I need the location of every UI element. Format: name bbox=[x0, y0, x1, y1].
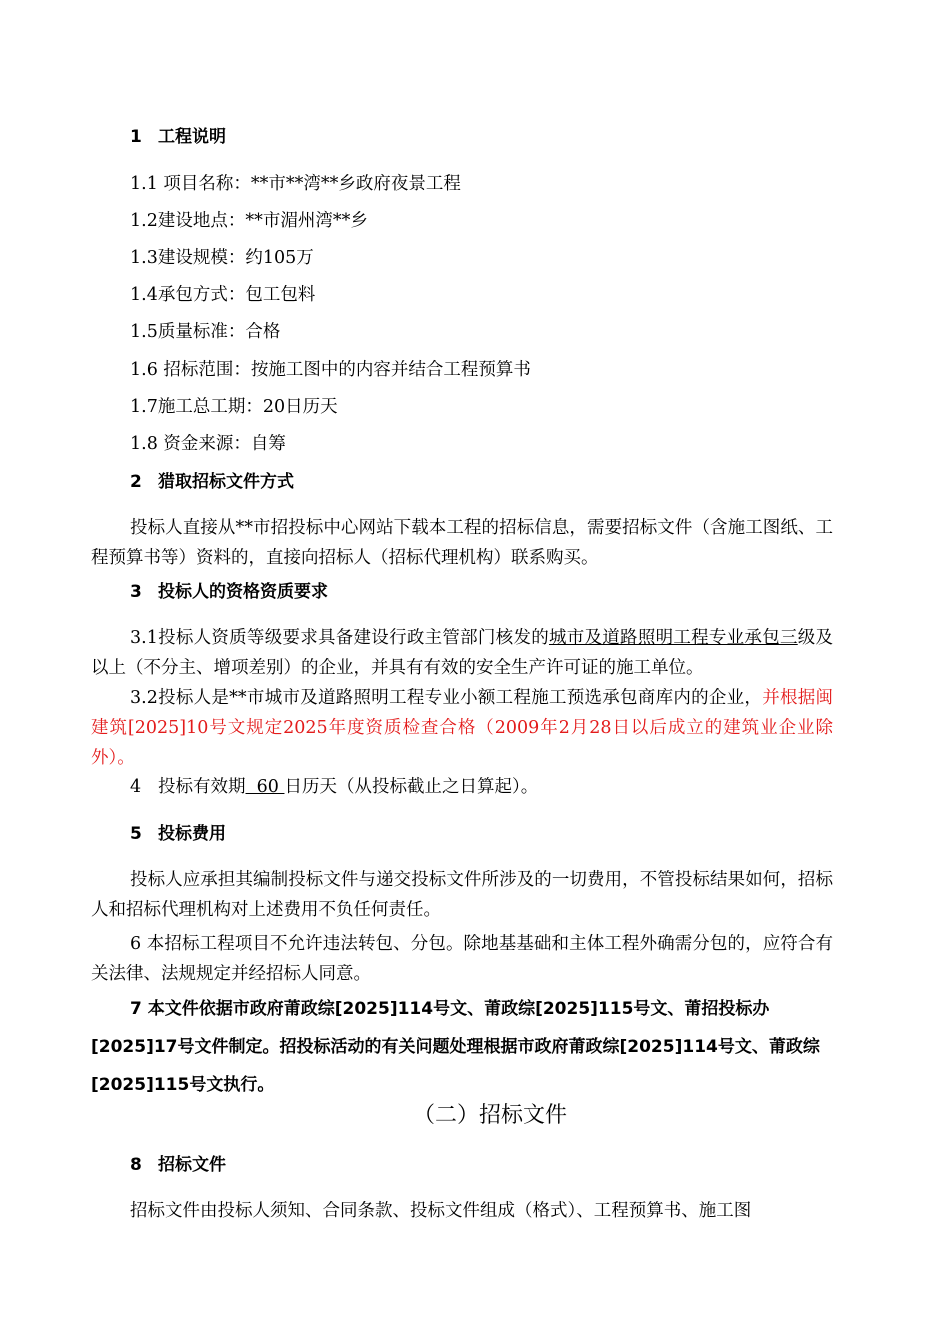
section-3-title: 投标人的资格资质要求 bbox=[158, 582, 328, 602]
section-4-text-a: 投标有效期 bbox=[158, 777, 246, 797]
section-3-2-text-a: 3.2投标人是**市城市及道路照明工程专业小额工程施工预选承包商库内的企业， bbox=[130, 688, 763, 708]
section-5-title: 投标费用 bbox=[158, 824, 226, 844]
item-1-5: 1.5质量标准：合格 bbox=[130, 322, 281, 342]
section-2-title: 猎取招标文件方式 bbox=[158, 472, 294, 492]
section-8-body: 招标文件由投标人须知、合同条款、投标文件组成（格式）、工程预算书、施工图 bbox=[130, 1201, 752, 1221]
section-4-line bbox=[130, 775, 538, 799]
section-1-title: 工程说明 bbox=[158, 127, 226, 147]
item-1-6: 1.6 招标范围：按施工图中的内容并结合工程预算书 bbox=[130, 360, 531, 380]
item-1-8: 1.8 资金来源：自筹 bbox=[130, 434, 286, 454]
section-7-body: 7 本文件依据市政府莆政综[2025]114号文、莆政综[2025]115号文、莆招投标办[2025]17号文件制定。招投标活动的有关问题处理根据市政府莆政综[2025]114号文、莆政综[2025]115号文执行。 bbox=[91, 999, 820, 1095]
section-8-title: 招标文件 bbox=[158, 1155, 226, 1175]
item-1-1: 1.1 项目名称：**市**湾**乡政府夜景工程 bbox=[130, 174, 461, 194]
section-2-heading bbox=[130, 470, 294, 494]
part-2-title: （二）招标文件 bbox=[412, 1103, 567, 1128]
section-8-number: 8 bbox=[130, 1155, 142, 1175]
section-3-1-text-b: 级及以上（不分主、增项差别）的企业，并具有有效的安全生产许可证的施工单位。 bbox=[91, 628, 834, 678]
section-5-heading bbox=[130, 822, 226, 846]
item-1-7: 1.7施工总工期：20日历天 bbox=[130, 397, 338, 417]
section-3-heading bbox=[130, 580, 328, 604]
section-8-heading bbox=[130, 1153, 226, 1177]
section-3-2-red-text: 并根据闽建筑[2025]10号文规定2025年度资质检查合格（2009年2月28日以后成立的建筑业企业除外）。 bbox=[91, 688, 833, 768]
section-2-body: 投标人直接从**市招投标中心网站下载本工程的招标信息，需要招标文件（含施工图纸、工程预算书等）资料的，直接向招标人（招标代理机构）联系购买。 bbox=[91, 518, 833, 568]
section-3-1-paragraph bbox=[91, 623, 833, 683]
section-5-number: 5 bbox=[130, 824, 142, 844]
section-3-2-paragraph bbox=[91, 683, 833, 773]
validity-days: 60 bbox=[245, 777, 285, 797]
section-1-number: 1 bbox=[130, 127, 142, 147]
item-1-4: 1.4承包方式：包工包料 bbox=[130, 285, 316, 305]
qualification-underlined: 城市及道路照明工程专业承包三 bbox=[548, 628, 798, 648]
item-1-3: 1.3建设规模：约105万 bbox=[130, 248, 314, 268]
section-3-number: 3 bbox=[130, 582, 142, 602]
section-3-1-text-a: 3.1投标人资质等级要求具备建设行政主管部门核发的 bbox=[130, 628, 549, 648]
section-1-heading bbox=[130, 125, 226, 149]
section-5-body: 投标人应承担其编制投标文件与递交投标文件所涉及的一切费用，不管投标结果如何，招标人和招标代理机构对上述费用不负任何责任。 bbox=[91, 870, 833, 920]
section-4-text-b: 日历天（从投标截止之日算起）。 bbox=[284, 777, 539, 797]
section-2-number: 2 bbox=[130, 472, 142, 492]
section-6-body: 6 本招标工程项目不允许违法转包、分包。除地基基础和主体工程外确需分包的，应符合有关法律、法规规定并经招标人同意。 bbox=[91, 934, 833, 984]
section-4-number: 4 bbox=[130, 777, 142, 797]
item-1-2: 1.2建设地点：**市湄州湾**乡 bbox=[130, 211, 368, 231]
